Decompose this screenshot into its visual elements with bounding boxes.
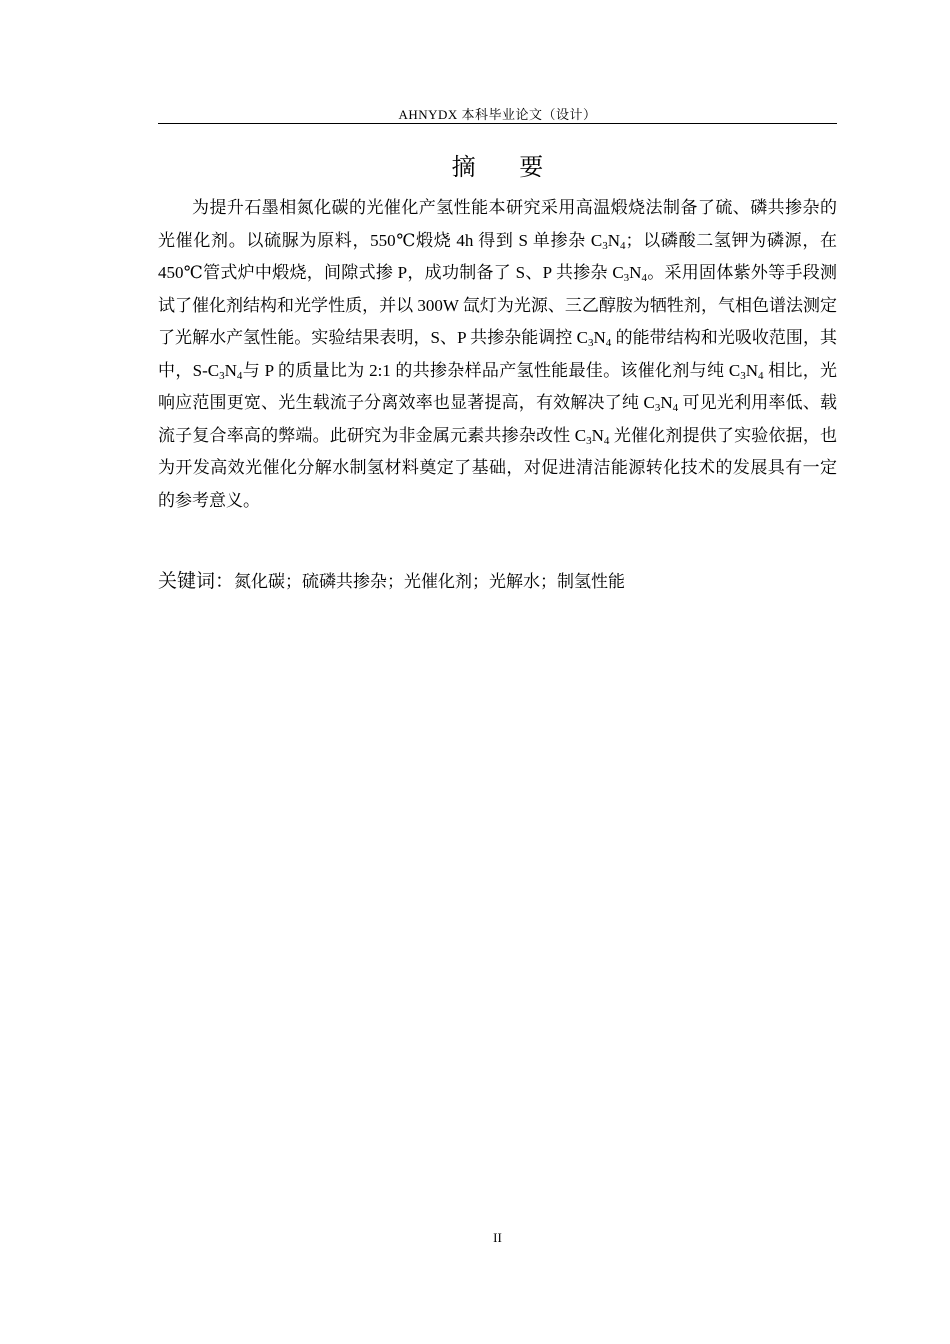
abstract-text: 光催化剂提供了实验依据，也为开发高效光催化分解水制氢材料奠定了基础，对促进清洁能源转化技术的发展具有一定的参考意义。 (158, 425, 838, 510)
subscript: 3 (602, 239, 608, 252)
page-number: II (493, 1230, 502, 1245)
subscript: 3 (219, 369, 225, 382)
subscript: 3 (586, 434, 592, 447)
formula-n: N (629, 263, 642, 282)
formula-n: N (660, 393, 673, 412)
subscript: 4 (236, 369, 243, 382)
formula-n: N (745, 360, 758, 380)
subscript: 4 (758, 369, 764, 382)
subscript: 4 (672, 402, 679, 414)
formula-n: N (591, 425, 604, 445)
subscript: 3 (740, 369, 746, 382)
formula-n: N (593, 328, 606, 347)
abstract-text: 可见光利用率低、载流子复合率高的弊端。此研究为非金属元素共掺杂改性 C (158, 393, 838, 445)
subscript: 4 (620, 239, 626, 252)
abstract-text: 与 P 的质量比为 2:1 的共掺杂样品产氢性能最佳。该催化剂与纯 C (242, 360, 741, 380)
abstract-text: 的能带结构和光吸收范围，其中，S-C (158, 328, 837, 380)
subscript: 4 (605, 337, 612, 349)
running-header: AHNYDX 本科毕业论文（设计） (398, 107, 597, 122)
subscript: 3 (654, 402, 661, 414)
formula-n: N (224, 360, 237, 380)
subscript: 4 (603, 434, 610, 447)
formula-n: N (607, 230, 621, 250)
abstract-text: ；以磷酸二氢钾为磷源，在 450℃管式炉中煅烧，间隙式掺 P，成功制备了 S、P 共掺杂 C (158, 230, 838, 282)
subscript: 3 (623, 272, 630, 284)
subscript: 4 (641, 272, 647, 284)
header-divider (158, 123, 837, 124)
subscript: 3 (588, 337, 594, 349)
page-title: 摘 要 (451, 153, 562, 181)
abstract-text: 。采用固体紫外等手段测试了催化剂结构和光学性质，并以 300W 氙灯为光源、三乙醇胺为牺牲剂，气相色谱法测定了光解水产氢性能。实验结果表明，S、P 共掺杂能调控 C (158, 263, 837, 347)
keywords-label: 关键词： (158, 570, 235, 592)
keywords-text: 氮化碳；硫磷共掺杂；光催化剂；光解水；制氢性能 (234, 572, 626, 592)
abstract-text: 为提升石墨相氮化碳的光催化产氢性能本研究采用高温煅烧法制备了硫、磷共掺杂的光催化剂。以硫脲为原料，550℃煅烧 4h 得到 S 单掺杂 C (158, 198, 837, 250)
abstract-paragraph (158, 192, 837, 517)
keywords-line (158, 566, 837, 593)
abstract-text: 相比，光响应范围更宽、光生载流子分离效率也显著提高，有效解决了纯 C (158, 360, 838, 412)
